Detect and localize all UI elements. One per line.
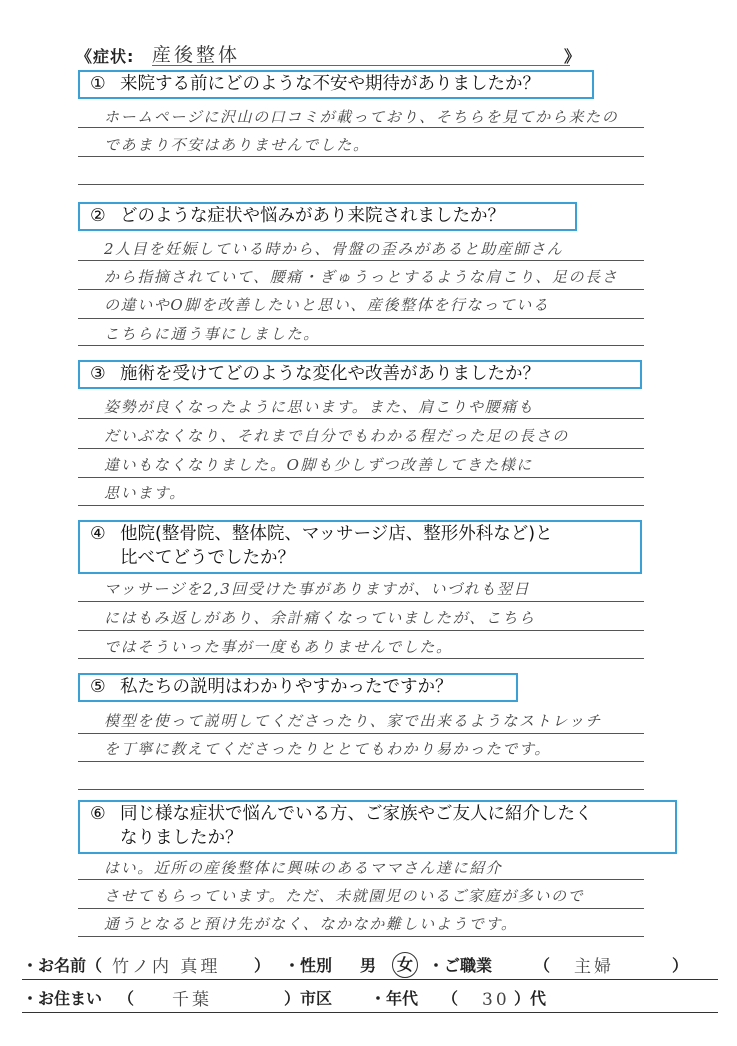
answer-6-rule-2 bbox=[78, 908, 644, 909]
answer-3-line-1: 姿勢が良くなったように思います。また、肩こりや腰痛も bbox=[104, 398, 535, 416]
answer-2-rule-1 bbox=[78, 260, 644, 261]
answer-1-rule-2 bbox=[78, 156, 644, 157]
question-2-text: どのような症状や悩みがあり来院されましたか？ bbox=[120, 206, 505, 226]
answer-5-rule-3 bbox=[78, 789, 644, 790]
footer-row-1 bbox=[22, 952, 718, 980]
answer-3-rule-2 bbox=[78, 448, 644, 449]
answer-3-line-3: 違いもなくなりました。O脚も少しずつ改善してきた様に bbox=[104, 456, 533, 474]
age-label: ・年代 bbox=[370, 989, 419, 1008]
gender-female-circled: 女 bbox=[392, 952, 418, 978]
question-2-number: ② bbox=[90, 206, 106, 226]
answer-1-line-2: であまり不安はありませんでした。 bbox=[104, 136, 370, 154]
answer-5-rule-1 bbox=[78, 733, 644, 734]
answer-6-rule-3 bbox=[78, 936, 644, 937]
job-open-bracket: （ bbox=[534, 956, 551, 975]
question-4-text: 他院(整骨院、整体院、マッサージ店、整形外科など)と bbox=[120, 524, 553, 544]
answer-6-rule-1 bbox=[78, 879, 644, 880]
name-close-bracket: ） bbox=[254, 956, 271, 975]
question-6-text-line-2: なりましたか？ bbox=[120, 828, 243, 848]
question-6-box bbox=[78, 800, 677, 854]
symptom-value: 産後整体 bbox=[152, 44, 241, 66]
answer-1-line-1: ホームページに沢山の口コミが載っており、そちらを見てから来たの bbox=[104, 108, 619, 126]
question-2-box bbox=[78, 202, 577, 231]
answer-3-line-4: 思います。 bbox=[104, 484, 186, 502]
answer-3-line-2: だいぶなくなり、それまで自分でもわかる程だった足の長さの bbox=[104, 427, 569, 445]
question-6-text: 同じ様な症状で悩んでいる方、ご家族やご友人に紹介したく bbox=[120, 804, 593, 824]
answer-4-rule-3 bbox=[78, 658, 644, 659]
question-5-box bbox=[78, 673, 518, 702]
answer-3-rule-1 bbox=[78, 418, 644, 419]
answer-4-line-1: マッサージを2,3回受けた事がありますが、いづれも翌日 bbox=[104, 580, 531, 598]
question-4-number: ④ bbox=[90, 524, 106, 544]
footer-row-2 bbox=[22, 985, 718, 1013]
question-5-number: ⑤ bbox=[90, 677, 106, 697]
symptom-field bbox=[76, 40, 582, 66]
answer-4-line-3: ではそういった事が一度もありませんでした。 bbox=[104, 638, 453, 656]
question-5-text: 私たちの説明はわかりやすかったですか？ bbox=[120, 677, 453, 697]
answer-6-line-2: させてもらっています。ただ、未就園児のいるご家庭が多いので bbox=[104, 887, 585, 905]
gender-male: 男 bbox=[360, 956, 377, 975]
job-close-bracket: ） bbox=[672, 956, 689, 975]
answer-3-rule-4 bbox=[78, 505, 644, 506]
question-4-text-line-2: 比べてどうでしたか？ bbox=[120, 548, 295, 568]
question-1-text: 来院する前にどのような不安や期待がありましたか？ bbox=[120, 74, 540, 94]
question-4-box bbox=[78, 520, 642, 574]
answer-4-rule-2 bbox=[78, 630, 644, 631]
address-open-bracket: （ bbox=[118, 989, 135, 1008]
job-label: ・ご職業 bbox=[428, 956, 493, 975]
address-close-bracket: ）市区 bbox=[284, 989, 333, 1008]
name-label: ・お名前（ bbox=[22, 956, 103, 975]
age-value: 30 bbox=[482, 990, 510, 1010]
symptom-underline bbox=[152, 65, 570, 66]
answer-1-rule-1 bbox=[78, 127, 644, 128]
name-value: 竹ノ内 真理 bbox=[112, 957, 221, 977]
answer-4-rule-1 bbox=[78, 601, 644, 602]
age-open-bracket: （ bbox=[442, 989, 459, 1008]
question-1-box bbox=[78, 70, 594, 99]
answer-2-line-3: の違いやO脚を改善したいと思い、産後整体を行なっている bbox=[104, 296, 550, 314]
answer-6-line-1: はい。近所の産後整体に興味のあるママさん達に紹介 bbox=[104, 859, 503, 877]
symptom-label: 《症状: bbox=[76, 47, 135, 66]
answer-5-line-2: を丁寧に教えてくださったりととてもわかり易かったです。 bbox=[104, 740, 552, 758]
age-close-bracket: ）代 bbox=[514, 989, 547, 1008]
answer-2-rule-2 bbox=[78, 289, 644, 290]
footer-row-1-underline bbox=[22, 979, 718, 980]
symptom-close-bracket: 》 bbox=[563, 47, 580, 66]
gender-label: ・性別 bbox=[284, 956, 333, 975]
answer-5-rule-2 bbox=[78, 761, 644, 762]
address-label: ・お住まい bbox=[22, 989, 103, 1008]
address-value: 千葉 bbox=[172, 990, 212, 1010]
question-1-number: ① bbox=[90, 74, 106, 94]
question-3-number: ③ bbox=[90, 364, 106, 384]
question-3-text: 施術を受けてどのような変化や改善がありましたか？ bbox=[120, 364, 540, 384]
answer-2-line-1: 2人目を妊娠している時から、骨盤の歪みがあると助産師さん bbox=[104, 240, 564, 258]
answer-2-rule-4 bbox=[78, 345, 644, 346]
answer-5-line-1: 模型を使って説明してくださったり、家で出来るようなストレッチ bbox=[104, 712, 602, 730]
answer-3-rule-3 bbox=[78, 477, 644, 478]
answer-2-line-2: から指摘されていて、腰痛・ぎゅうっとするような肩こり、足の長さ bbox=[104, 268, 619, 286]
footer-row-2-underline bbox=[22, 1012, 718, 1013]
answer-4-line-2: にはもみ返しがあり、余計痛くなっていましたが、こちら bbox=[104, 609, 536, 627]
answer-1-rule-3 bbox=[78, 184, 644, 185]
question-3-box bbox=[78, 360, 642, 389]
answer-2-rule-3 bbox=[78, 318, 644, 319]
question-6-number: ⑥ bbox=[90, 804, 106, 824]
job-value: 主婦 bbox=[574, 957, 614, 977]
answer-2-line-4: こちらに通う事にしました。 bbox=[104, 325, 320, 343]
answer-6-line-3: 通うとなると預け先がなく、なかなか難しいようです。 bbox=[104, 915, 518, 933]
